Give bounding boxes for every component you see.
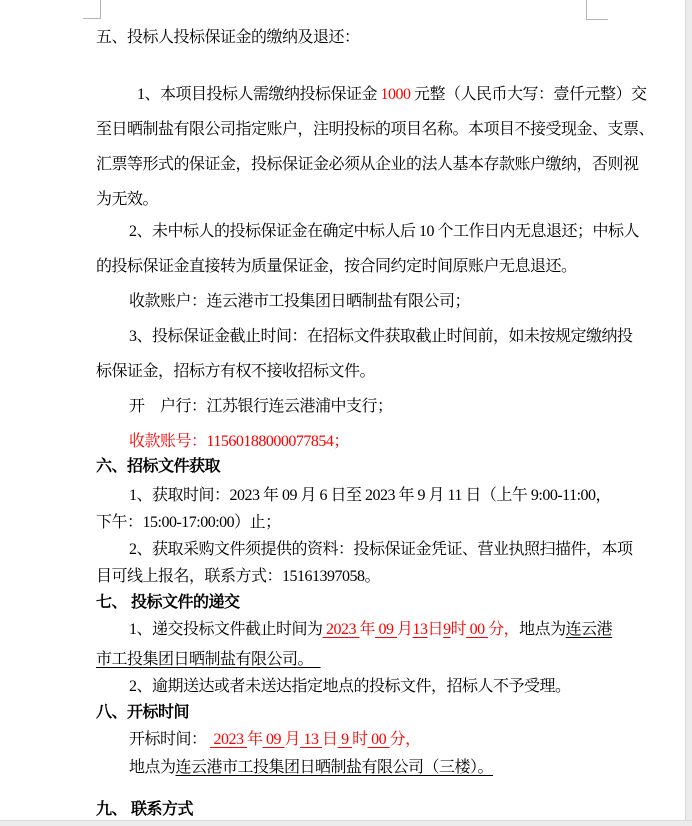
text-run: 13 <box>300 731 323 748</box>
text-run <box>305 651 321 668</box>
text-run: 标保证金，招标方有权不接收招标文件。 <box>96 363 376 380</box>
bank-name <box>129 397 393 417</box>
text-run: 2、未中标人的投标保证金在确定中标人后 10 个工作日内无息退还；中标人 <box>129 223 640 240</box>
page-edge-right <box>685 0 692 826</box>
text-run: 下午：15:00-17:00:00）止； <box>96 514 281 531</box>
text-run: 的投标保证金直接转为质量保证金，按合同约定时间原账户无息退还。 <box>96 258 577 275</box>
bid-opening-place <box>129 758 493 778</box>
text-run: 汇票等形式的保证金，投标保证金必须从企业的法人基本存款账户缴纳，否则视 <box>96 156 639 173</box>
text-run: 九、 联系方式 <box>96 801 193 818</box>
text-run: 9 <box>443 621 451 638</box>
text-run: 八、开标时间 <box>96 704 190 721</box>
section-5-heading <box>96 28 360 48</box>
para-obtain-time <box>96 513 281 533</box>
text-run: 2、逾期送达或者未送达指定地点的投标文件，招标人不予受理。 <box>129 678 571 695</box>
text-run: 开标时间： <box>129 731 207 748</box>
text-run: 年 <box>359 621 376 638</box>
payee-account-name <box>129 292 470 312</box>
text-run: 日 <box>427 621 444 638</box>
para-deposit-amount <box>96 120 654 140</box>
text-run: 日 <box>322 731 338 748</box>
para-refund <box>96 257 577 277</box>
text-run: 至日晒制盐有限公司指定账户，注明投标的项目名称。本项目不接受现金、支票、 <box>96 121 655 138</box>
text-run: 13 <box>412 621 428 638</box>
text-run: 年 <box>247 731 263 748</box>
text-run: 地点为 <box>519 621 566 638</box>
text-run: 3、投标保证金截止时间：在招标文件获取截止时间前，如未按规定缴纳投 <box>129 328 633 345</box>
text-run: 月 <box>397 621 413 638</box>
text-run: 市工投集团日晒制盐有限公司。 <box>96 651 306 668</box>
text-run: 七、 投标文件的递交 <box>96 594 240 611</box>
text-run: 9 <box>337 731 353 748</box>
page-edge-bottom <box>0 820 692 826</box>
para-submission-deadline <box>96 650 321 670</box>
para-obtain-materials <box>96 567 380 587</box>
text-boundary-mark-top-left <box>83 0 101 19</box>
text-run: 开 户行：江苏银行连云港浦中支行； <box>129 398 393 415</box>
section-6-heading <box>96 457 220 477</box>
text-run: 地点为 <box>129 759 176 776</box>
payee-account-number <box>129 432 349 452</box>
text-run: 收款账户：连云港市工投集团日晒制盐有限公司； <box>129 293 471 310</box>
section-7-heading <box>96 593 239 613</box>
text-run: 1、获取时间：2023 年 09 月 6 日至 2023 年 9 月 11 日（上午 9:00-11:00， <box>129 487 612 504</box>
para-refund <box>129 222 639 242</box>
para-deposit-amount <box>96 190 158 210</box>
text-run: 六、招标文件获取 <box>96 458 221 475</box>
para-deadline <box>96 362 375 382</box>
section-9-heading <box>96 800 193 820</box>
text-run: 分 <box>488 621 504 638</box>
text-run: 时 <box>450 621 467 638</box>
text-run: ， <box>405 731 421 748</box>
text-run: 五、投标人投标保证金的缴纳及退还： <box>96 29 360 46</box>
para-deadline <box>129 327 633 347</box>
text-run: 1、递交投标文件截止时间为 <box>129 621 323 638</box>
text-run: 连云港市工投集团日晒制盐有限公司（三楼）。 <box>175 759 494 776</box>
text-run: 09 <box>375 621 398 638</box>
text-run: 元整（人民币大写：壹仟元整）交 <box>410 86 647 103</box>
text-run: 00 <box>466 621 489 638</box>
section-8-heading <box>96 703 189 723</box>
para-obtain-time <box>129 486 611 506</box>
text-run: ， <box>503 621 520 638</box>
para-late-submission <box>129 677 571 697</box>
bid-opening-time <box>129 730 421 750</box>
para-obtain-materials <box>129 540 633 560</box>
text-run: 时 <box>352 731 368 748</box>
text-run: 09 <box>262 731 285 748</box>
text-run: 1000 <box>380 86 411 103</box>
text-run: 2、获取采购文件须提供的资料：投标保证金凭证、营业执照扫描件，本项 <box>129 541 633 558</box>
text-run: 目可线上报名，联系方式：15161397058。 <box>96 568 381 585</box>
text-boundary-mark-top-right <box>586 0 608 20</box>
text-run: 收款账号：11560188000077854； <box>129 433 349 450</box>
text-run: 00 <box>367 731 390 748</box>
para-deposit-amount <box>137 85 647 105</box>
text-run: 为无效。 <box>96 191 159 208</box>
text-run: 分 <box>389 731 406 748</box>
text-run: 2023 <box>322 621 360 638</box>
para-submission-deadline <box>129 620 612 640</box>
text-run: 月 <box>284 731 301 748</box>
text-run: 1、本项目投标人需缴纳投标保证金 <box>137 86 381 103</box>
text-run: 2023 <box>210 731 248 748</box>
text-run: 连云港 <box>565 621 613 638</box>
para-deposit-amount <box>96 155 639 175</box>
